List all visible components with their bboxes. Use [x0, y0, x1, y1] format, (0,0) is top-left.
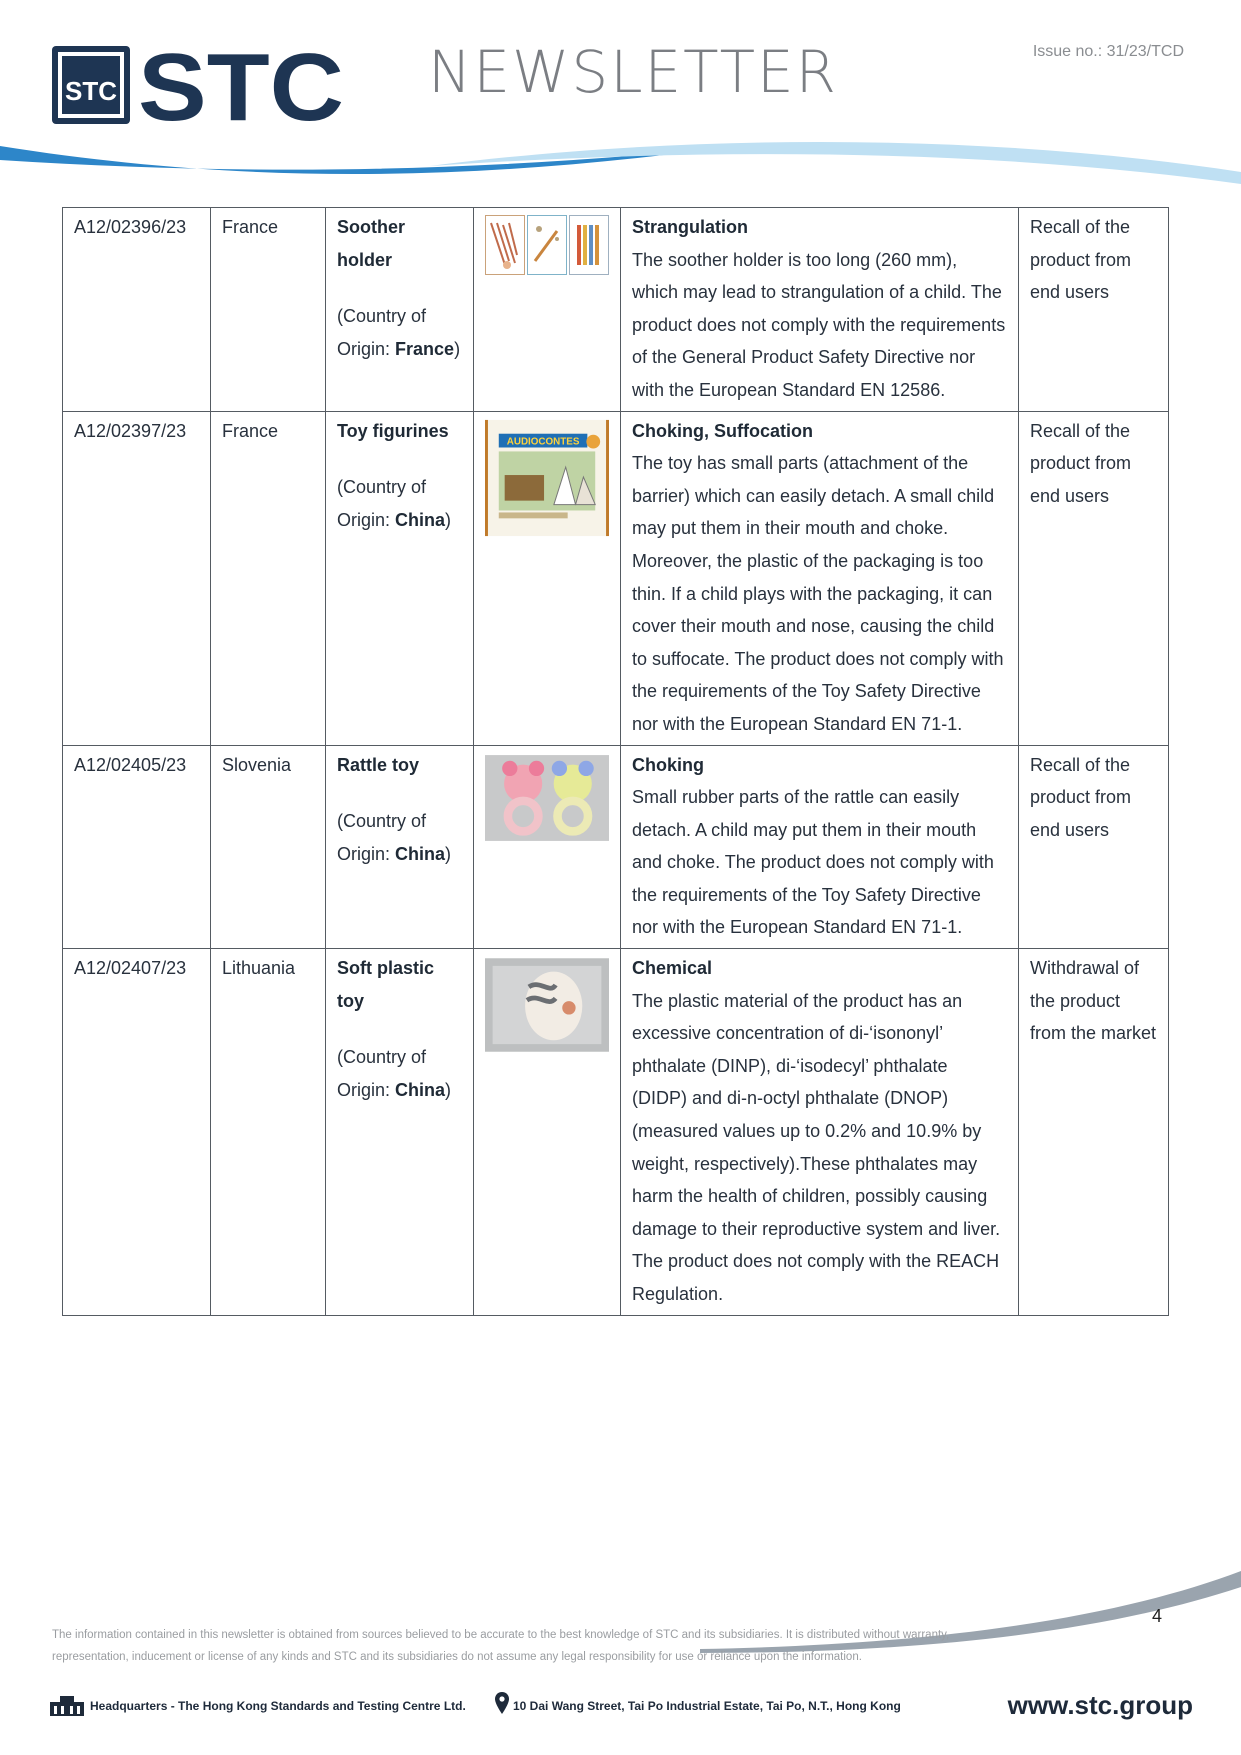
origin-label: (Country of Origin: — [337, 477, 427, 530]
table-row — [63, 745, 1169, 949]
soft-plastic-toy-photo — [485, 956, 609, 1054]
product-name: Rattle toy — [337, 754, 420, 775]
newsletter-title: NEWSLETTER — [428, 38, 838, 106]
table-row — [63, 411, 1169, 745]
risk-type: Choking, Suffocation — [632, 420, 813, 441]
hazard-cell — [621, 208, 1019, 412]
soother-holder-photo — [527, 215, 567, 275]
origin-label: (Country of Origin: — [337, 811, 427, 864]
risk-type: Strangulation — [632, 217, 748, 237]
logo-mark: STC — [65, 76, 117, 106]
product-image-cell — [474, 949, 621, 1316]
hazard-cell — [621, 745, 1019, 949]
logo-text: STC — [138, 44, 344, 126]
location-pin-icon — [495, 1692, 509, 1714]
reference-number: A12/02396/23 — [63, 208, 211, 412]
product-cell — [326, 208, 474, 412]
table-row — [63, 208, 1169, 412]
toy-figurines-photo — [485, 419, 609, 537]
measures-taken: Recall of the product from end users — [1019, 208, 1169, 412]
footer-bar — [48, 1690, 1193, 1726]
origin-close: ) — [445, 843, 452, 864]
hazard-description: The soother holder is too long (260 mm), which may lead to strangulation of a child. The product does not comply with the requirements of the General Product Safety Directive nor with the European Standard EN 12586. — [632, 249, 1006, 400]
issue-number: Issue no.: 31/23/TCD — [1032, 43, 1184, 60]
reference-number: A12/02397/23 — [63, 411, 211, 745]
notifying-country: Slovenia — [211, 745, 326, 949]
risk-type: Chemical — [632, 958, 713, 979]
product-image-cell — [474, 208, 621, 412]
product-image-cell — [474, 411, 621, 745]
risk-type: Choking — [632, 754, 704, 775]
package-label: AUDIOCONTES — [506, 436, 580, 448]
origin-close: ) — [454, 338, 461, 359]
product-name: Toy figurines — [337, 420, 449, 441]
disclaimer: The information contained in this newsletter is obtained from sources believed to be accurate to the best knowledge of STC and its subsidiaries. It is distributed without warranty, representation, inducement or license of any kinds and STC and its subsidiaries do not assume any legal responsibility for use or reliance upon the information. — [52, 1629, 950, 1663]
origin-label: (Country of Origin: — [337, 306, 427, 359]
website-link[interactable]: www.stc.group — [1007, 1690, 1193, 1720]
stc-logo — [50, 44, 350, 126]
recall-table — [62, 207, 1169, 1316]
origin-country: China — [395, 1079, 446, 1100]
hazard-description: Small rubber parts of the rattle can easily detach. A child may put them in their mouth and choke. The product does not comply with the requirements of the Toy Safety Directive nor with the European Standard EN 71-1. — [632, 787, 994, 938]
origin-country: France — [395, 338, 455, 359]
notifying-country: France — [211, 411, 326, 745]
hazard-cell — [621, 411, 1019, 745]
header-swoosh — [0, 140, 1241, 200]
soother-holder-photo — [569, 215, 609, 275]
product-cell — [326, 949, 474, 1316]
product-cell — [326, 411, 474, 745]
product-image-cell — [474, 745, 621, 949]
origin-close: ) — [445, 1079, 452, 1100]
origin-country: China — [395, 509, 446, 530]
address-text: 10 Dai Wang Street, Tai Po Industrial Estate, Tai Po, N.T., Hong Kong — [513, 1699, 901, 1713]
rattle-toy-photo — [485, 753, 609, 843]
hazard-description: The toy has small parts (attachment of the barrier) which can easily detach. A small child may put them in their mouth and choke. Moreover, the plastic of the packaging is too thin. If a child plays with the packaging, it can cover their mouth and nose, causing the child to suffocate. The product does not comply with the requirements of the Toy Safety Directive nor with the European Standard EN 71-1. — [632, 453, 1004, 734]
notifying-country: Lithuania — [211, 949, 326, 1316]
product-name: Soother holder — [337, 217, 406, 270]
building-icon — [48, 1694, 86, 1716]
table-row — [63, 949, 1169, 1316]
notifying-country: France — [211, 208, 326, 412]
measures-taken: Recall of the product from end users — [1019, 411, 1169, 745]
hazard-cell — [621, 949, 1019, 1316]
measures-taken: Recall of the product from end users — [1019, 745, 1169, 949]
origin-country: China — [395, 843, 446, 864]
product-name: Soft plastic toy — [337, 958, 435, 1011]
origin-close: ) — [445, 509, 452, 530]
measures-taken: Withdrawal of the product from the market — [1019, 949, 1169, 1316]
soother-holder-photo — [485, 215, 525, 275]
hazard-description: The plastic material of the product has an excessive concentration of di-‘isononyl’ phthalate (DINP), di-‘isodecyl’ phthalate (DIDP) and di-n-octyl phthalate (DNOP) (measured values up to 0.2% and 10.9% by weight, respectively).These phthalates may harm the health of children, possibly causing damage to their reproductive system and liver. The product does not comply with the REACH Regulation. — [632, 990, 1001, 1304]
headquarters-text: Headquarters - The Hong Kong Standards and Testing Centre Ltd. — [90, 1699, 466, 1713]
product-cell — [326, 745, 474, 949]
page-number: 4 — [1152, 1606, 1163, 1626]
origin-label: (Country of Origin: — [337, 1047, 427, 1100]
reference-number: A12/02405/23 — [63, 745, 211, 949]
reference-number: A12/02407/23 — [63, 949, 211, 1316]
